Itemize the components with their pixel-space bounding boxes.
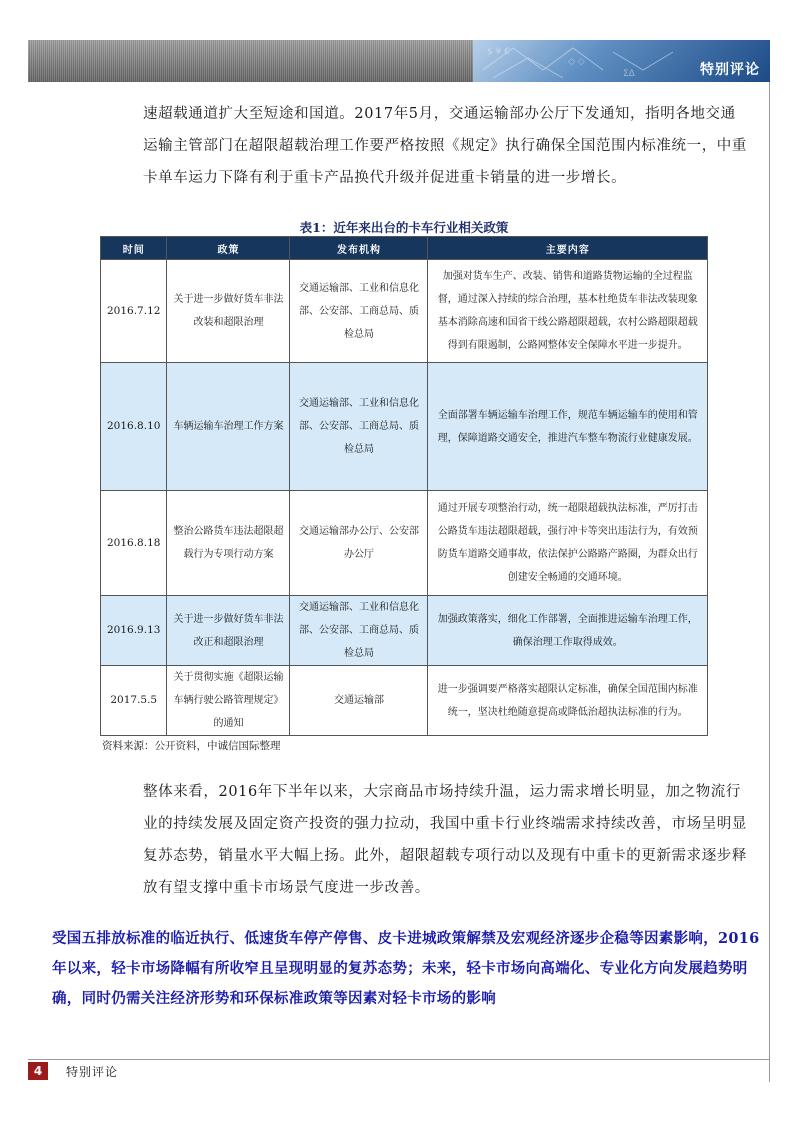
- header-section-title: 特别评论: [700, 62, 760, 78]
- header-content: 主要内容: [428, 237, 708, 260]
- row-content: 全面部署车辆运输车治理工作，规范车辆运输车的使用和管理，保障道路交通安全，推进汽车整车物流行业健康发展。: [428, 363, 708, 491]
- row-org: 交通运输部、工业和信息化部、公安部、工商总局、质检总局: [290, 363, 428, 491]
- intro-paragraph: 速超载通道扩大至短途和国道。2017年5月，交通运输部办公厅下发通知，指明各地交通运输主管部门在超限超载治理工作要严格按照《规定》执行确保全国范围内标准统一，中重卡单车运力下降有利于重卡产品换代升级并促进重卡销量的进一步增长。: [143, 106, 747, 186]
- row-content: 加强对货车生产、改装、销售和道路货物运输的全过程监督，通过深入持续的综合治理，基本杜绝货车非法改装现象基本消除高速和国省干线公路超限超载，农村公路超限超载得到有限遏制，公路网整体安全保障水平进一步提升。: [428, 260, 708, 363]
- svg-text:ΣΔ: ΣΔ: [623, 69, 635, 79]
- table-row: [101, 260, 708, 363]
- row-org: 交通运输部、工业和信息化部、公安部、工商总局、质检总局: [290, 596, 428, 666]
- row-org: 交通运输部、工业和信息化部、公安部、工商总局、质检总局: [290, 260, 428, 363]
- table-source-note: 资料来源：公开资料，中诚信国际整理: [102, 740, 281, 752]
- row-policy: 车辆运输车治理工作方案: [167, 363, 290, 491]
- header-banner-image: [473, 40, 770, 82]
- table-header-row: [101, 237, 708, 260]
- footer-section-title: 特别评论: [66, 1065, 119, 1079]
- header-org: 发布机构: [290, 237, 428, 260]
- header-time: 时间: [101, 237, 167, 260]
- row-org: 交通运输部: [290, 666, 428, 736]
- row-time: 2016.7.12: [101, 260, 167, 363]
- svg-text:$ ¥ €: $ ¥ €: [487, 47, 510, 57]
- header-policy: 政策: [167, 237, 290, 260]
- row-time: 2017.5.5: [101, 666, 167, 736]
- page-number: 4: [28, 1062, 48, 1080]
- table-row: [101, 363, 708, 491]
- row-content: 进一步强调要严格落实超限认定标准，确保全国范围内标准统一，坚决杜绝随意提高或降低治超执法标准的行为。: [428, 666, 708, 736]
- row-policy: 关于进一步做好货车非法改正和超限治理: [167, 596, 290, 666]
- row-time: 2016.8.10: [101, 363, 167, 491]
- table-row: [101, 596, 708, 666]
- table-row: [101, 491, 708, 596]
- row-policy: 整治公路货车违法超限超载行为专项行动方案: [167, 491, 290, 596]
- highlight-paragraph: 受国五排放标准的临近执行、低速货车停产停售、皮卡进城政策解禁及宏观经济逐步企稳等因素影响，2016 年以来，轻卡市场降幅有所收窄且呈现明显的复苏态势；未来，轻卡市场向高端化、专业化方向发展趋势明确，同时仍需关注经济形势和环保标准政策等因素对轻卡市场的影响: [52, 930, 760, 1007]
- summary-paragraph: 整体来看，2016年下半年以来，大宗商品市场持续升温，运力需求增长明显，加之物流行业的持续发展及固定资产投资的强力拉动，我国中重卡行业终端需求持续改善，市场呈明显复苏态势，销量水平大幅上扬。此外，超限超载专项行动以及现有中重卡的更新需求逐步释放有望支撑中重卡市场景气度进一步改善。: [143, 784, 747, 896]
- footer-rule: [28, 1059, 770, 1060]
- table-caption: 表1：近年来出台的卡车行业相关政策: [299, 220, 509, 235]
- row-content: 加强政策落实，细化工作部署，全面推进运输车治理工作，确保治理工作取得成效。: [428, 596, 708, 666]
- row-time: 2016.8.18: [101, 491, 167, 596]
- row-policy: 关于进一步做好货车非法改装和超限治理: [167, 260, 290, 363]
- row-policy: 关于贯彻实施《超限运输车辆行驶公路管理规定》的通知: [167, 666, 290, 736]
- header-shade: [28, 40, 473, 82]
- svg-text:◇ ◇: ◇ ◇: [568, 57, 585, 67]
- row-content: 通过开展专项整治行动，统一超限超载执法标准，严厉打击公路货车违法超限超载，强行冲卡等突出违法行为，有效预防货车道路交通事故，依法保护公路路产路圈，为群众出行创建安全畅通的交通环境。: [428, 491, 708, 596]
- policy-table: [100, 236, 708, 736]
- row-time: 2016.9.13: [101, 596, 167, 666]
- right-margin-rule: [769, 82, 770, 1082]
- table-row: [101, 666, 708, 736]
- row-org: 交通运输部办公厅、公安部办公厅: [290, 491, 428, 596]
